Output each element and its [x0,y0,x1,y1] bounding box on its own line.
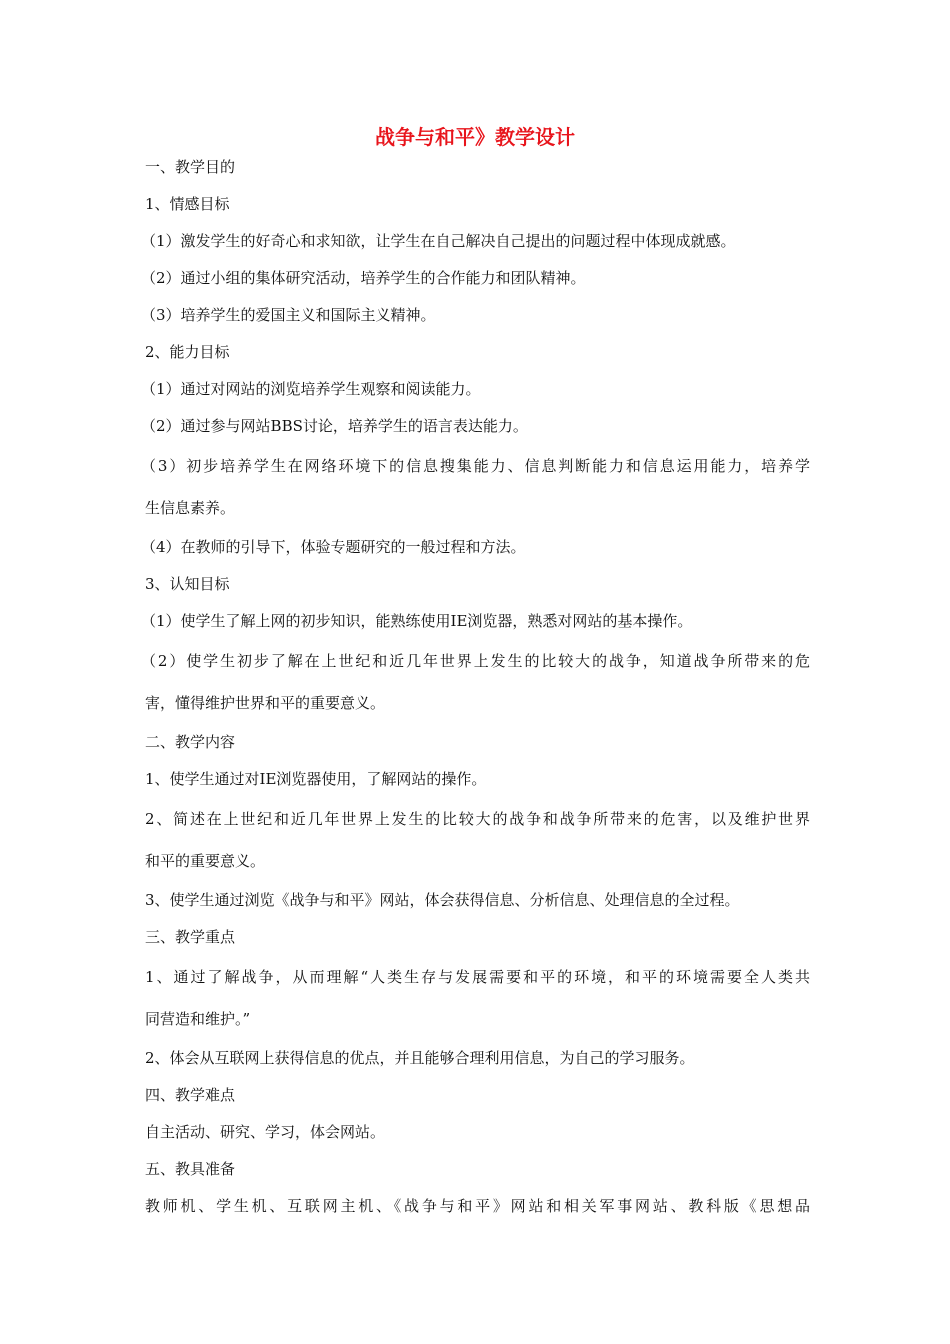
subsection-heading: 1、情感目标 [145,195,230,213]
paragraph-line: 生信息素养。 [145,499,236,517]
paragraph-line: （1）使学生了解上网的初步知识，能熟练使用IE浏览器，熟悉对网站的基本操作。 [141,612,693,630]
paragraph-line: 3、使学生通过浏览《战争与和平》网站，体会获得信息、分析信息、处理信息的全过程。 [145,891,740,909]
paragraph-line: （2）通过小组的集体研究活动，培养学生的合作能力和团队精神。 [141,269,586,287]
section-heading: 四、教学难点 [145,1086,236,1104]
paragraph-line: 和平的重要意义。 [145,852,266,870]
paragraph-line: 同营造和维护。” [145,1010,251,1028]
document-title: 战争与和平》教学设计 [375,125,575,149]
paragraph-line: 2、体会从互联网上获得信息的优点，并且能够合理利用信息，为自己的学习服务。 [145,1049,695,1067]
paragraph-line: 1、通过了解战争，从而理解“人类生存与发展需要和平的环境，和平的环境需要全人类共 [145,968,810,986]
subsection-heading: 2、能力目标 [145,343,230,361]
paragraph-line: 1、使学生通过对IE浏览器使用，了解网站的操作。 [145,770,487,788]
document-body [141,149,810,1225]
paragraph-line: （3）培养学生的爱国主义和国际主义精神。 [141,306,436,324]
paragraph-line: 害，懂得维护世界和平的重要意义。 [145,694,386,712]
section-heading: 二、教学内容 [145,733,236,751]
paragraph-line: 2、简述在上世纪和近几年世界上发生的比较大的战争和战争所带来的危害，以及维护世界 [145,810,810,828]
section-heading: 五、教具准备 [145,1160,236,1178]
subsection-heading: 3、认知目标 [145,575,230,593]
paragraph-line: 自主活动、研究、学习，体会网站。 [145,1123,386,1141]
paragraph-line: （3）初步培养学生在网络环境下的信息搜集能力、信息判断能力和信息运用能力，培养学 [141,457,810,475]
paragraph-line: （2）使学生初步了解在上世纪和近几年世界上发生的比较大的战争，知道战争所带来的危 [141,652,810,670]
paragraph-line: （1）通过对网站的浏览培养学生观察和阅读能力。 [141,380,481,398]
section-heading: 三、教学重点 [145,928,236,946]
paragraph-line: 教师机、学生机、互联网主机、《战争与和平》网站和相关军事网站、教科版《思想品 [145,1197,810,1215]
paragraph-line: （1）激发学生的好奇心和求知欲，让学生在自己解决自己提出的问题过程中体现成就感。 [141,232,736,250]
paragraph-line: （4）在教师的引导下，体验专题研究的一般过程和方法。 [141,538,526,556]
section-heading: 一、教学目的 [145,158,236,176]
paragraph-line: （2）通过参与网站BBS讨论，培养学生的语言表达能力。 [141,417,528,435]
